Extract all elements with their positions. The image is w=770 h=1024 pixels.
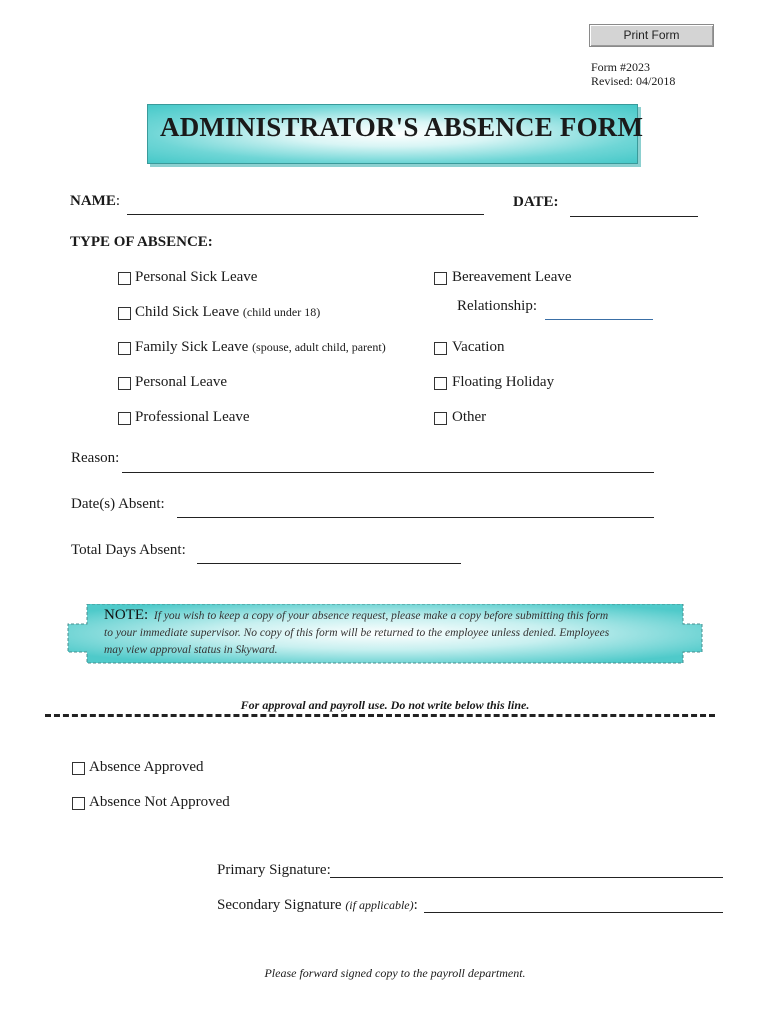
professional-leave-label: Professional Leave	[135, 409, 250, 425]
absence-not-approved-label: Absence Not Approved	[89, 794, 230, 810]
dates-absent-label: Date(s) Absent:	[71, 496, 165, 512]
name-label: NAME:	[70, 193, 120, 209]
secondary-signature-note: (if applicable)	[345, 898, 414, 912]
form-number-block	[591, 60, 675, 88]
footer-instruction: Please forward signed copy to the payroll department.	[264, 966, 526, 980]
revised-date: Revised: 04/2018	[591, 74, 676, 88]
personal-leave-label: Personal Leave	[135, 374, 228, 390]
total-days-absent-field[interactable]	[197, 563, 461, 564]
relationship-field[interactable]	[545, 319, 653, 320]
personal-sick-leave-checkbox[interactable]	[118, 272, 131, 285]
secondary-signature-label: Secondary Signature (if applicable):	[217, 897, 418, 913]
family-sick-note: (spouse, adult child, parent)	[252, 340, 386, 354]
absence-approved-label: Absence Approved	[89, 759, 204, 775]
child-sick-leave-checkbox[interactable]	[118, 307, 131, 320]
personal-leave-checkbox[interactable]	[118, 377, 131, 390]
child-sick-note: (child under 18)	[242, 305, 321, 319]
family-sick-leave-label: Family Sick Leave (spouse, adult child, parent)	[135, 339, 386, 355]
total-days-absent-label: Total Days Absent:	[71, 542, 186, 558]
vacation-checkbox[interactable]	[434, 342, 447, 355]
dates-absent-field[interactable]	[177, 517, 654, 518]
reason-field[interactable]	[122, 472, 654, 473]
primary-signature-field[interactable]	[330, 877, 723, 878]
absence-approved-checkbox[interactable]	[72, 762, 85, 775]
print-form-button[interactable]: Print Form	[589, 24, 714, 47]
cut-line-divider	[45, 714, 715, 717]
vacation-label: Vacation	[452, 339, 505, 355]
note-label: NOTE:	[104, 607, 149, 623]
floating-holiday-label: Floating Holiday	[452, 374, 555, 390]
note-text: NOTE: If you wish to keep a copy of your absence request, please make a copy before submitting this form to your immediate supervisor. No copy of this form will be returned to the employee unless denied. Employees may view approval status in Skyward.	[104, 607, 610, 656]
form-title: ADMINISTRATOR'S ABSENCE FORM	[160, 112, 644, 142]
approval-instruction: For approval and payroll use. Do not write below this line.	[240, 698, 530, 712]
relationship-label: Relationship:	[457, 298, 537, 314]
personal-sick-leave-label: Personal Sick Leave	[135, 269, 258, 285]
other-label: Other	[452, 409, 487, 425]
name-field[interactable]	[127, 214, 484, 215]
family-sick-leave-checkbox[interactable]	[118, 342, 131, 355]
absence-not-approved-checkbox[interactable]	[72, 797, 85, 810]
type-of-absence-label: TYPE OF ABSENCE:	[70, 234, 213, 250]
date-field[interactable]	[570, 216, 698, 217]
bereavement-leave-label: Bereavement Leave	[452, 269, 572, 285]
secondary-signature-field[interactable]	[424, 912, 723, 913]
reason-label: Reason:	[71, 450, 120, 466]
primary-signature-label: Primary Signature:	[217, 862, 331, 878]
form-number: Form #2023	[591, 60, 651, 74]
other-checkbox[interactable]	[434, 412, 447, 425]
floating-holiday-checkbox[interactable]	[434, 377, 447, 390]
child-sick-leave-label: Child Sick Leave (child under 18)	[135, 304, 321, 320]
date-label: DATE:	[513, 194, 559, 210]
professional-leave-checkbox[interactable]	[118, 412, 131, 425]
bereavement-leave-checkbox[interactable]	[434, 272, 447, 285]
